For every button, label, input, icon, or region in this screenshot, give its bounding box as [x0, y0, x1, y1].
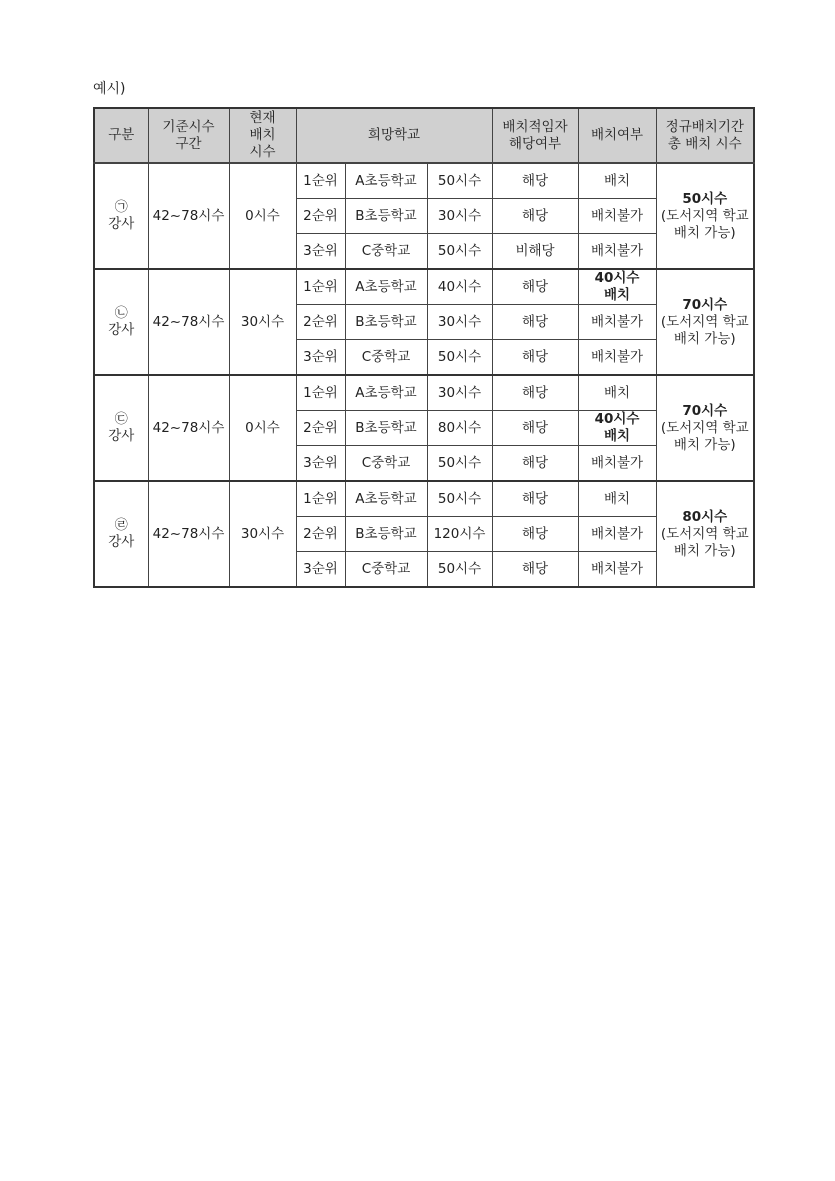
hours-cell: 50시수 — [427, 234, 492, 270]
hours-cell: 30시수 — [427, 305, 492, 340]
qualified-cell: 해당 — [492, 269, 578, 305]
hours-cell: 50시수 — [427, 552, 492, 588]
school-cell: C중학교 — [345, 340, 427, 376]
qualified-cell: 해당 — [492, 305, 578, 340]
group-label: 강사 — [108, 534, 135, 550]
current-hours-cell: 30시수 — [229, 481, 296, 587]
placement-cell: 배치불가 — [578, 340, 656, 376]
total-hours-note: 배치 가능) — [673, 330, 736, 347]
row-label — [94, 481, 148, 587]
standard-hours-cell: 42~78시수 — [148, 481, 229, 587]
rank-cell: 2순위 — [296, 517, 345, 552]
qualified-cell: 해당 — [492, 375, 578, 411]
header-total: 정규배치기간 총 배치 시수 — [656, 108, 754, 163]
group-symbol: ㉢ — [114, 412, 128, 427]
school-cell: C중학교 — [345, 234, 427, 270]
hours-cell: 50시수 — [427, 481, 492, 517]
rank-cell: 2순위 — [296, 199, 345, 234]
placement-cell: 배치불가 — [578, 305, 656, 340]
current-hours-cell: 0시수 — [229, 375, 296, 481]
qualified-cell: 해당 — [492, 552, 578, 588]
total-hours-value: 50시수 — [682, 190, 728, 207]
group-symbol: ㉡ — [114, 306, 128, 321]
group-label: 강사 — [108, 216, 135, 232]
placement-cell: 배치불가 — [578, 552, 656, 588]
table-row — [94, 269, 754, 305]
hours-cell: 40시수 — [427, 269, 492, 305]
school-cell: A초등학교 — [345, 481, 427, 517]
total-hours-value: 80시수 — [682, 508, 728, 525]
table-row — [94, 481, 754, 517]
caption: 예시) — [93, 81, 126, 97]
rank-cell: 1순위 — [296, 375, 345, 411]
header-division: 구분 — [94, 108, 148, 163]
total-hours-value: 70시수 — [682, 296, 728, 313]
school-cell: A초등학교 — [345, 375, 427, 411]
hours-cell: 30시수 — [427, 199, 492, 234]
qualified-cell: 비해당 — [492, 234, 578, 270]
header-desired-school: 희망학교 — [296, 108, 492, 163]
total-hours-note: (도서지역 학교 — [660, 419, 749, 436]
group-symbol: ㉣ — [114, 518, 128, 533]
rank-cell: 3순위 — [296, 340, 345, 376]
placement-cell: 40시수 배치 — [578, 269, 656, 305]
rank-cell: 3순위 — [296, 234, 345, 270]
total-hours-cell — [656, 481, 754, 587]
rank-cell: 1순위 — [296, 481, 345, 517]
placement-cell: 배치 — [578, 163, 656, 199]
table-row — [94, 163, 754, 199]
hours-cell: 50시수 — [427, 163, 492, 199]
school-cell: B초등학교 — [345, 199, 427, 234]
hours-cell: 120시수 — [427, 517, 492, 552]
hours-cell: 50시수 — [427, 340, 492, 376]
school-cell: C중학교 — [345, 552, 427, 588]
hours-cell: 80시수 — [427, 411, 492, 446]
qualified-cell: 해당 — [492, 411, 578, 446]
placement-cell: 배치불가 — [578, 446, 656, 482]
qualified-cell: 해당 — [492, 199, 578, 234]
qualified-cell: 해당 — [492, 481, 578, 517]
standard-hours-cell: 42~78시수 — [148, 269, 229, 375]
header-placement: 배치여부 — [578, 108, 656, 163]
school-cell: C중학교 — [345, 446, 427, 482]
row-label — [94, 269, 148, 375]
rank-cell: 3순위 — [296, 446, 345, 482]
header-current-hours: 현재 배치 시수 — [229, 108, 296, 163]
total-hours-note: 배치 가능) — [673, 436, 736, 453]
row-label — [94, 375, 148, 481]
qualified-cell: 해당 — [492, 446, 578, 482]
total-hours-note: (도서지역 학교 — [660, 207, 749, 224]
qualified-cell: 해당 — [492, 163, 578, 199]
total-hours-value: 70시수 — [682, 402, 728, 419]
total-hours-cell — [656, 269, 754, 375]
group-label: 강사 — [108, 428, 135, 444]
header-row — [94, 108, 754, 163]
total-hours-note: (도서지역 학교 — [660, 525, 749, 542]
placement-cell: 배치 — [578, 375, 656, 411]
total-hours-cell — [656, 163, 754, 269]
hours-cell: 30시수 — [427, 375, 492, 411]
rank-cell: 1순위 — [296, 163, 345, 199]
qualified-cell: 해당 — [492, 517, 578, 552]
standard-hours-cell: 42~78시수 — [148, 375, 229, 481]
current-hours-cell: 30시수 — [229, 269, 296, 375]
school-cell: B초등학교 — [345, 517, 427, 552]
placement-cell: 배치불가 — [578, 517, 656, 552]
rank-cell: 2순위 — [296, 411, 345, 446]
placement-cell: 배치 — [578, 481, 656, 517]
placement-cell: 배치불가 — [578, 199, 656, 234]
hours-cell: 50시수 — [427, 446, 492, 482]
school-cell: B초등학교 — [345, 305, 427, 340]
total-hours-cell — [656, 375, 754, 481]
school-cell: B초등학교 — [345, 411, 427, 446]
placement-table — [93, 107, 755, 588]
standard-hours-cell: 42~78시수 — [148, 163, 229, 269]
total-hours-note: 배치 가능) — [673, 542, 736, 559]
placement-cell: 배치불가 — [578, 234, 656, 270]
current-hours-cell: 0시수 — [229, 163, 296, 269]
rank-cell: 1순위 — [296, 269, 345, 305]
rank-cell: 3순위 — [296, 552, 345, 588]
header-qualified: 배치적임자 해당여부 — [492, 108, 578, 163]
total-hours-note: (도서지역 학교 — [660, 313, 749, 330]
group-label: 강사 — [108, 322, 135, 338]
row-label — [94, 163, 148, 269]
qualified-cell: 해당 — [492, 340, 578, 376]
group-symbol: ㉠ — [114, 200, 128, 215]
rank-cell: 2순위 — [296, 305, 345, 340]
table-row — [94, 375, 754, 411]
placement-cell: 40시수 배치 — [578, 411, 656, 446]
school-cell: A초등학교 — [345, 269, 427, 305]
school-cell: A초등학교 — [345, 163, 427, 199]
header-standard-hours: 기준시수 구간 — [148, 108, 229, 163]
total-hours-note: 배치 가능) — [673, 224, 736, 241]
